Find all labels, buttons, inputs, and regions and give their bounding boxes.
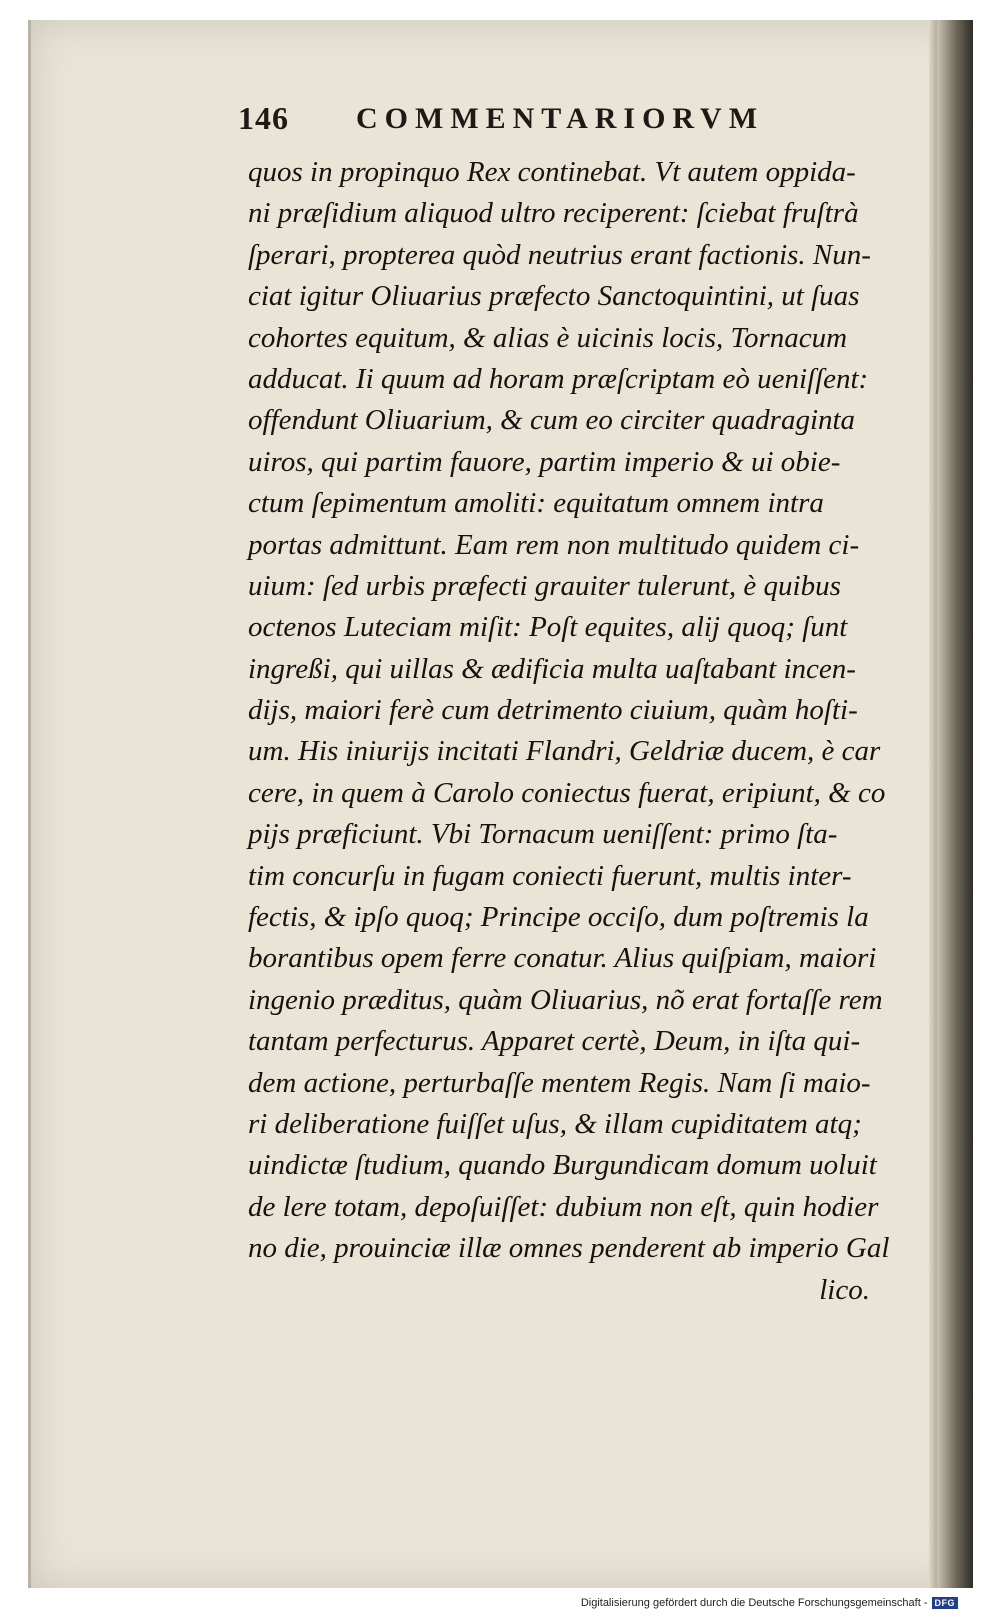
text-line: dem actione, perturbaſſe mentem Regis. Nam ſi maio- <box>248 1066 871 1099</box>
text-line: uiros, qui partim fauore, partim imperio & ui obie- <box>248 445 841 478</box>
dfg-logo: DFG <box>932 1597 959 1609</box>
text-line: ſperari, propterea quòd neutrius erant factionis. Nun- <box>248 238 871 271</box>
text-line: pijs præficiunt. Vbi Tornacum ueniſſent: primo ſta- <box>248 818 838 851</box>
text-line: no die, prouinciæ illæ omnes penderent ab imperio Gal <box>248 1232 890 1265</box>
text-line: ri deliberatione fuiſſet uſus, & illam cupiditatem atq; <box>248 1107 862 1140</box>
text-line: uium: ſed urbis præfecti grauiter tulerunt, è quibus <box>248 569 841 602</box>
text-line-final: lico. <box>819 1273 870 1306</box>
text-line: fectis, & ipſo quoq; Principe occiſo, dum poſtremis la <box>248 901 869 934</box>
text-line: de lere totam, depoſuiſſet: dubium non eſt, quin hodier <box>248 1190 879 1223</box>
text-line: tim concurſu in fugam coniecti fuerunt, multis inter- <box>248 859 852 892</box>
text-line: borantibus opem ferre conatur. Alius quiſpiam, maiori <box>248 942 877 975</box>
credit-text: Digitalisierung gefördert durch die Deutsche Forschungsgemeinschaft - <box>580 1597 928 1609</box>
text-line: um. His iniurijs incitati Flandri, Geldriæ ducem, è car <box>248 735 881 768</box>
page-number: 146 <box>238 100 289 136</box>
body-text <box>248 152 928 1311</box>
page-edge <box>929 20 937 1588</box>
running-head: COMMENTARIORVM <box>356 102 765 135</box>
text-line: adducat. Ii quum ad horam præſcriptam eò ueniſſent: <box>248 362 869 395</box>
text-line: ni præſidium aliquod ultro reciperent: ſciebat fruſtrà <box>248 197 859 230</box>
text-line: uindictæ ſtudium, quando Burgundicam domum uoluit <box>248 1149 877 1182</box>
text-line: ciat igitur Oliuarius præfecto Sanctoquintini, ut ſuas <box>248 280 860 313</box>
book-binding <box>937 20 973 1588</box>
text-line: octenos Luteciam miſit: Poſt equites, alij quoq; ſunt <box>248 611 848 644</box>
text-line: cere, in quem à Carolo coniectus fuerat, eripiunt, & co <box>248 776 886 809</box>
text-line: offendunt Oliuarium, & cum eo circiter quadraginta <box>248 404 856 437</box>
text-line: ingreßi, qui uillas & ædificia multa uaſtabant incen- <box>248 652 856 685</box>
text-line: cohortes equitum, & alias è uicinis locis, Tornacum <box>248 321 848 354</box>
digitization-credit <box>581 1597 958 1609</box>
text-line: dijs, maiori ferè cum detrimento ciuium, quàm hoſti- <box>248 694 858 727</box>
page-header <box>238 100 838 146</box>
text-line: tantam perfecturus. Apparet certè, Deum, in iſta qui- <box>248 1025 861 1058</box>
text-line: portas admittunt. Eam rem non multitudo quidem ci- <box>248 528 860 561</box>
text-line: ctum ſepimentum amoliti: equitatum omnem intra <box>248 487 824 520</box>
text-line: quos in propinquo Rex continebat. Vt autem oppida- <box>248 156 856 188</box>
text-line: ingenio præditus, quàm Oliuarius, nõ erat fortaſſe rem <box>248 983 883 1016</box>
